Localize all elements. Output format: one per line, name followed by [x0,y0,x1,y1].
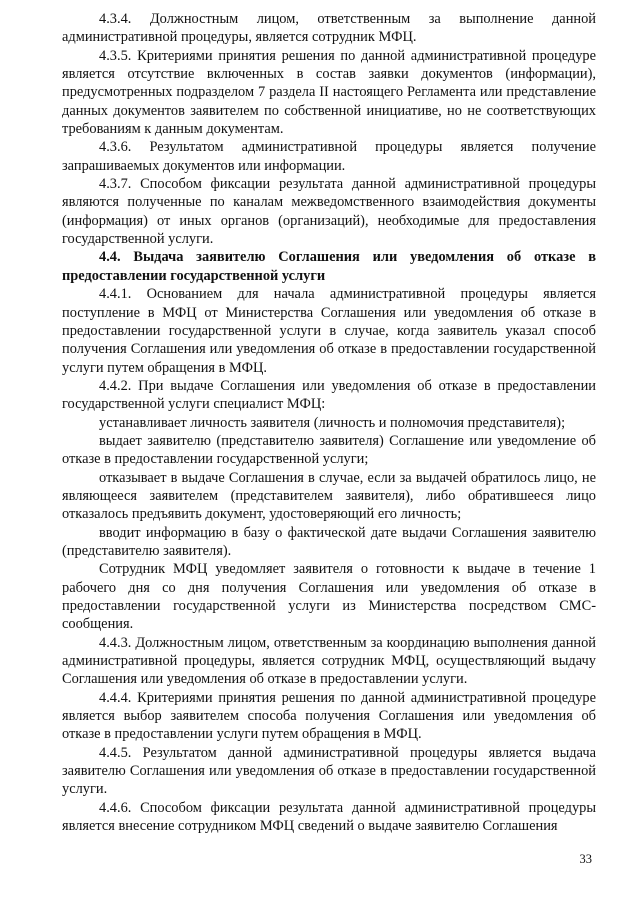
paragraph-4-4-3: 4.4.3. Должностным лицом, ответственным за координацию выполнения данной административной процедуры, является сотрудник МФЦ, осуществляющий выдачу Соглашения или уведомления об отказе в предоставлении услуги. [62,634,596,688]
page-number: 33 [579,852,592,866]
document-body [62,10,596,835]
paragraph-4-3-4: 4.3.4. Должностным лицом, ответственным за выполнение данной административной процедуры, является сотрудник МФЦ. [62,11,596,46]
list-item-identity-check: устанавливает личность заявителя (личность и полномочия представителя); [99,414,566,431]
paragraph-4-4-4: 4.4.4. Критериями принятия решения по данной административной процедуре является выбор заявителем способа получения Соглашения или уведомления об отказе в предоставлении услуги путем обращения в МФЦ. [62,689,596,743]
paragraph-4-3-6: 4.3.6. Результатом административной процедуры является получение запрашиваемых документов или информации. [62,139,596,174]
list-item-issue-document: выдает заявителю (представителю заявителя) Соглашение или уведомление об отказе в предоставлении государственной услуги; [62,432,596,468]
list-item-refusal: отказывает в выдаче Соглашения в случае, если за выдачей обратилось лицо, не являющееся заявителем (представителем заявителя), либо обратившееся лицо отказалось предъявить документ, удостоверяющий его личность; [62,469,596,523]
paragraph-notification: Сотрудник МФЦ уведомляет заявителя о готовности к выдаче в течение 1 рабочего дня со дня получения Соглашения или уведомления об отказе в предоставлении государственной услуги из Министерства посредством СМС-сообщения. [62,561,596,633]
paragraph-4-4-5: 4.4.5. Результатом данной административной процедуры является выдача заявителю Соглашения или уведомления об отказе в предоставлении государственной услуги. [62,744,596,798]
paragraph-4-4-6: 4.4.6. Способом фиксации результата данной административной процедуры является внесение сотрудником МФЦ сведений о выдаче заявителю Соглашения [62,799,596,835]
paragraph-4-4-1: 4.4.1. Основанием для начала административной процедуры является поступление в МФЦ от Министерства Соглашения или уведомления об отказе в предоставлении государственной услуги в случае, когда заявитель указал способ получения Соглашения или уведомления об отказе в предоставлении государственной услуги путем обращения в МФЦ. [62,286,596,376]
paragraph-4-3-7: 4.3.7. Способом фиксации результата данной административной процедуры являются полученные по каналам межведомственного взаимодействия документы (информация) от иных органов (организаций), необходимые для предоставления государственной услуги. [62,176,596,248]
section-heading-4-4: 4.4. Выдача заявителю Соглашения или уведомления об отказе в предоставлении государственной услуги [62,249,596,284]
paragraph-4-3-5: 4.3.5. Критериями принятия решения по данной административной процедуре является отсутствие включенных в состав заявки документов (информации), предусмотренных подразделом 7 раздела II настоящего Регламента или представление данных документов заявителем по собственной инициативе, но не соответствующих требованиям к данным документам. [62,47,596,138]
list-item-enter-date: вводит информацию в базу о фактической дате выдачи Соглашения заявителю (представителю заявителя). [62,524,596,559]
paragraph-4-4-2: 4.4.2. При выдаче Соглашения или уведомления об отказе в предоставлении государственной услуги специалист МФЦ: [62,377,596,413]
